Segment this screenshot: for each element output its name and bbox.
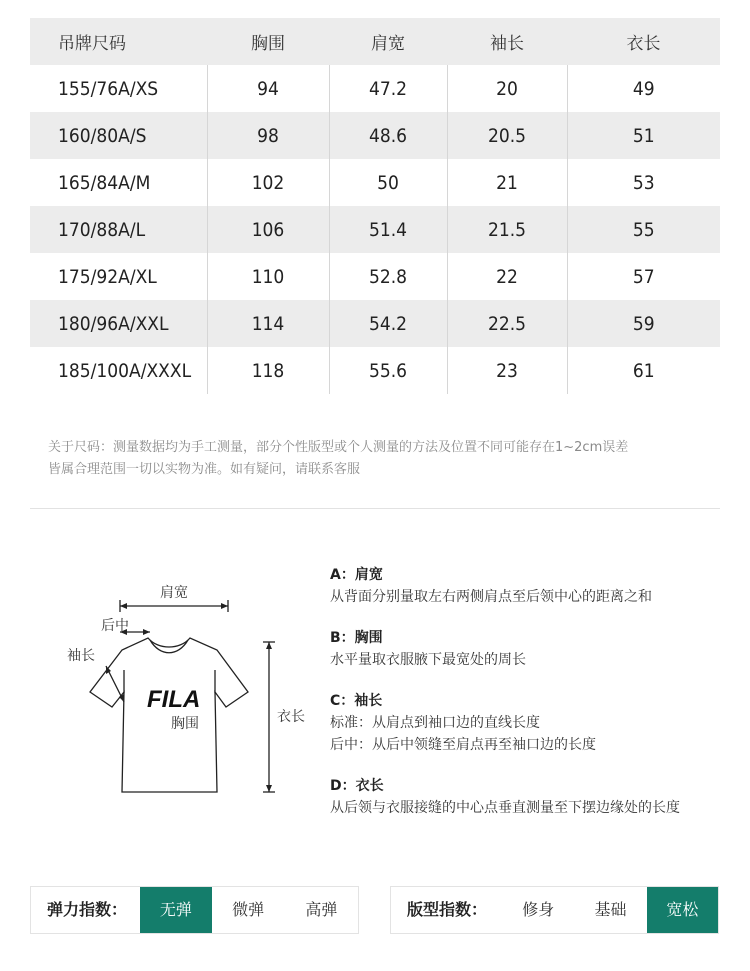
- note-line-1: 关于尺码：测量数据均为手工测量，部分个性版型或个人测量的方法及位置不同可能存在1~2cm误差: [48, 440, 629, 455]
- note-line-2: 皆属合理范围一切以实物为准。如有疑问，请联系客服: [48, 462, 361, 477]
- fila-logo: FILA: [147, 686, 201, 713]
- table-row: [30, 253, 720, 300]
- cell-sleeve: 21: [447, 159, 567, 206]
- cell-shoulder: 47.2: [329, 65, 447, 112]
- header-tag-size: 吊牌尺码: [30, 18, 207, 65]
- size-table: [30, 18, 720, 394]
- section-divider: [30, 508, 720, 509]
- measurement-definitions: [330, 564, 730, 838]
- cell-shoulder: 52.8: [329, 253, 447, 300]
- table-row: [30, 347, 720, 394]
- cell-length: 61: [567, 347, 720, 394]
- table-row: [30, 112, 720, 159]
- table-row: [30, 159, 720, 206]
- label-sleeve: 袖长: [67, 648, 95, 664]
- header-chest: 胸围: [207, 18, 329, 65]
- definition-shoulder: [330, 564, 730, 608]
- cell-size: 175/92A/XL: [58, 265, 157, 288]
- fit-index: [390, 886, 719, 934]
- cell-size: 185/100A/XXXL: [58, 359, 192, 382]
- cell-chest: 102: [207, 159, 329, 206]
- fit-option-loose[interactable]: 宽松: [647, 887, 718, 933]
- definition-chest: [330, 627, 730, 671]
- fit-option-slim[interactable]: 修身: [522, 900, 555, 919]
- definition-length: [330, 775, 730, 819]
- label-chest: 胸围: [171, 716, 199, 732]
- cell-length: 51: [567, 112, 720, 159]
- fit-option-regular[interactable]: 基础: [594, 900, 627, 919]
- definition-sleeve: [330, 690, 730, 756]
- cell-chest: 98: [207, 112, 329, 159]
- tshirt-outline: [90, 638, 248, 792]
- elasticity-option-slight[interactable]: 微弹: [232, 900, 265, 919]
- definition-text: 后中：从后中领缝至肩点再至袖口边的长度: [330, 737, 596, 753]
- tshirt-diagram-svg: [40, 560, 320, 840]
- cell-sleeve: 20: [447, 65, 567, 112]
- cell-chest: 114: [207, 300, 329, 347]
- cell-length: 55: [567, 206, 720, 253]
- fit-label: 版型指数：: [407, 900, 488, 919]
- definition-text: 标准：从肩点到袖口边的直线长度: [330, 715, 540, 731]
- header-sleeve: 袖长: [447, 18, 567, 65]
- label-length: 衣长: [277, 709, 305, 725]
- cell-sleeve: 20.5: [447, 112, 567, 159]
- label-shoulder: 肩宽: [160, 585, 188, 601]
- cell-chest: 110: [207, 253, 329, 300]
- cell-sleeve: 22.5: [447, 300, 567, 347]
- elasticity-label: 弹力指数：: [47, 900, 128, 919]
- cell-shoulder: 51.4: [329, 206, 447, 253]
- table-row: [30, 206, 720, 253]
- cell-size: 180/96A/XXL: [30, 300, 207, 347]
- measurement-note: [48, 437, 728, 481]
- cell-size: 170/88A/L: [30, 206, 207, 253]
- tshirt-measure-diagram: [40, 560, 320, 840]
- header-shoulder: 肩宽: [329, 18, 447, 65]
- definition-text: 从背面分别量取左右两侧肩点至后领中心的距离之和: [330, 589, 652, 605]
- definition-text: 水平量取衣服腋下最宽处的周长: [330, 652, 526, 668]
- cell-shoulder: 50: [329, 159, 447, 206]
- label-back-center: 后中: [101, 618, 129, 634]
- cell-chest: 106: [207, 206, 329, 253]
- elasticity-index: [30, 886, 359, 934]
- table-row: [30, 300, 720, 347]
- definition-text: 从后领与衣服接缝的中心点垂直测量至下摆边缘处的长度: [330, 800, 680, 816]
- table-row: [30, 65, 720, 112]
- cell-length: 49: [567, 65, 720, 112]
- definition-title: C：袖长: [330, 693, 383, 709]
- elasticity-option-none[interactable]: 无弹: [140, 887, 211, 933]
- table-header-row: [30, 18, 720, 65]
- cell-shoulder: 55.6: [329, 347, 447, 394]
- cell-chest: 94: [207, 65, 329, 112]
- cell-length: 53: [567, 159, 720, 206]
- cell-sleeve: 21.5: [447, 206, 567, 253]
- cell-size: 165/84A/M: [58, 171, 151, 194]
- definition-title: A：肩宽: [330, 567, 383, 583]
- definition-title: D：衣长: [330, 778, 384, 794]
- cell-sleeve: 22: [447, 253, 567, 300]
- elasticity-option-high[interactable]: 高弹: [305, 900, 338, 919]
- cell-sleeve: 23: [447, 347, 567, 394]
- cell-shoulder: 48.6: [329, 112, 447, 159]
- cell-size: 160/80A/S: [30, 112, 207, 159]
- header-length: 衣长: [567, 18, 720, 65]
- cell-shoulder: 54.2: [329, 300, 447, 347]
- definition-title: B：胸围: [330, 630, 383, 646]
- cell-length: 57: [567, 253, 720, 300]
- cell-length: 59: [567, 300, 720, 347]
- cell-chest: 118: [207, 347, 329, 394]
- cell-size: 155/76A/XS: [58, 77, 159, 100]
